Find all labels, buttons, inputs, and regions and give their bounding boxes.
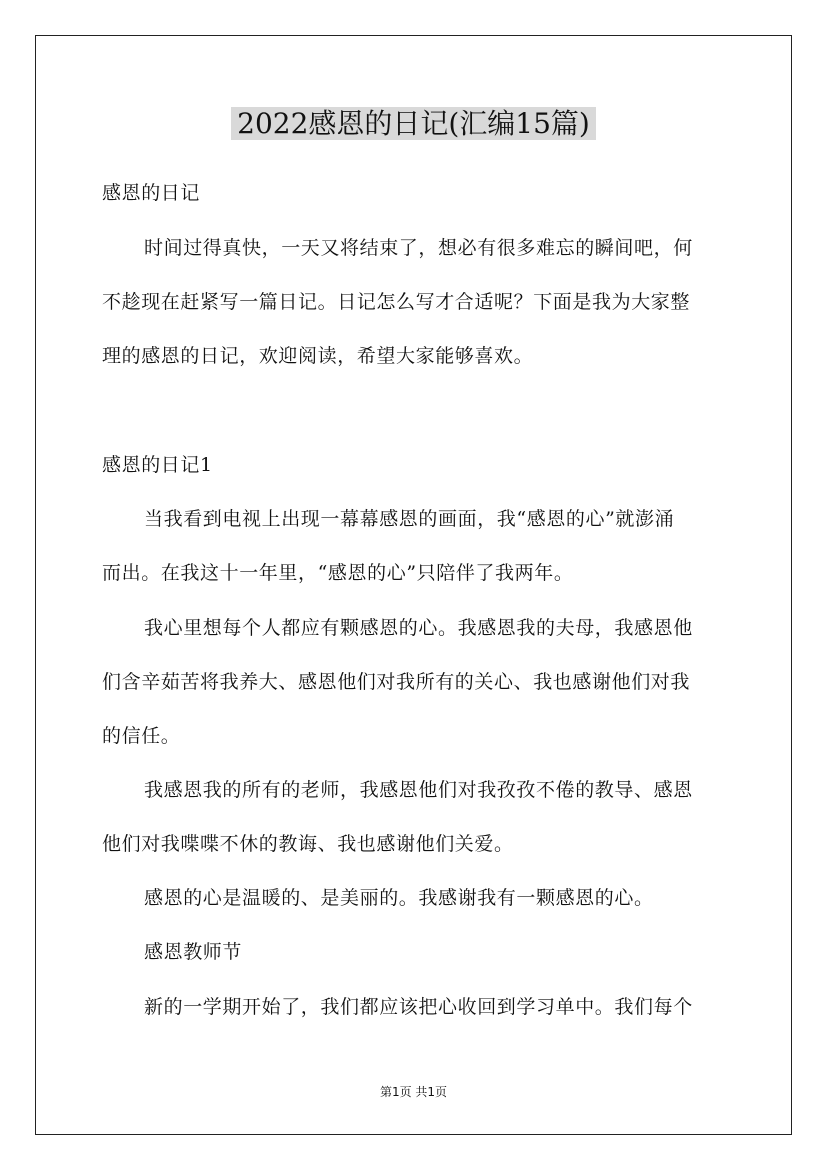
section-heading: 感恩的日记 bbox=[102, 182, 201, 204]
paragraph-line: 而出。在我这十一年里，“感恩的心”只陪伴了我两年。 bbox=[102, 562, 574, 584]
paragraph-line: 我心里想每个人都应有颗感恩的心。我感恩我的夫母，我感恩他 bbox=[144, 617, 693, 639]
paragraph-line: 感恩的心是温暖的、是美丽的。我感谢我有一颗感恩的心。 bbox=[144, 887, 654, 909]
section-heading: 感恩教师节 bbox=[144, 941, 243, 963]
paragraph-line: 当我看到电视上出现一幕幕感恩的画面，我“感恩的心”就澎涌 bbox=[144, 508, 675, 530]
paragraph-line: 他们对我喋喋不休的教诲、我也感谢他们关爱。 bbox=[102, 833, 514, 855]
document-title: 2022感恩的日记(汇编15篇) bbox=[0, 104, 827, 144]
paragraph-line: 我感恩我的所有的老师，我感恩他们对我孜孜不倦的教导、感恩 bbox=[144, 779, 693, 801]
paragraph-line: 理的感恩的日记，欢迎阅读，希望大家能够喜欢。 bbox=[102, 345, 534, 367]
page-number-footer: 第1页 共1页 bbox=[379, 1085, 448, 1099]
section-heading: 感恩的日记1 bbox=[102, 454, 213, 476]
paragraph-line: 新的一学期开始了，我们都应该把心收回到学习单中。我们每个 bbox=[144, 996, 693, 1018]
paragraph-line: 的信任。 bbox=[102, 725, 181, 747]
paragraph-line: 们含辛茹苦将我养大、感恩他们对我所有的关心、我也感谢他们对我 bbox=[102, 671, 691, 693]
paragraph-line: 不趁现在赶紧写一篇日记。日记怎么写才合适呢？下面是我为大家整 bbox=[102, 291, 691, 313]
paragraph-line: 时间过得真快，一天又将结束了，想必有很多难忘的瞬间吧，何 bbox=[144, 237, 693, 259]
